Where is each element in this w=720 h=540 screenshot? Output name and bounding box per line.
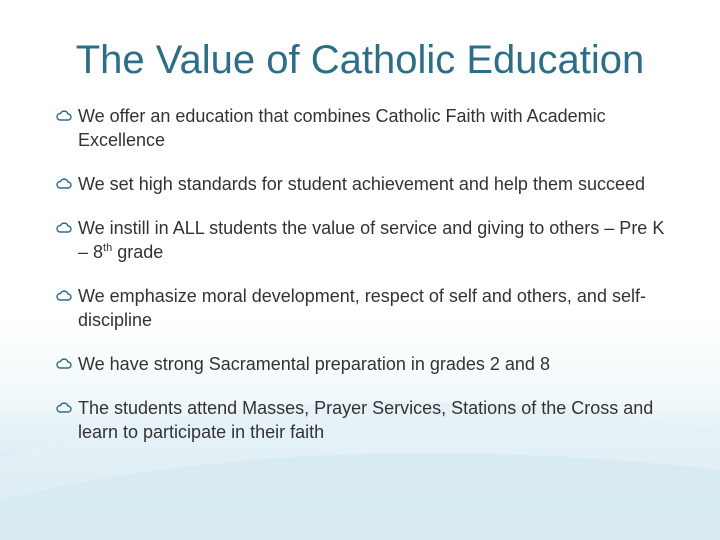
bullet-item xyxy=(56,216,676,264)
bullet-list xyxy=(56,104,676,464)
bullet-text: We emphasize moral development, respect of self and others, and self-discipline xyxy=(78,286,646,330)
bullet-item xyxy=(56,172,676,196)
bullet-item xyxy=(56,104,676,152)
bullet-text-main: We instill in ALL students the value of service and giving to others – Pre K – 8 xyxy=(78,218,665,262)
ordinal-suffix: th xyxy=(103,242,113,254)
cloud-bullet-icon xyxy=(56,402,72,414)
bullet-text-end: grade xyxy=(112,242,164,262)
slide-title: The Value of Catholic Education xyxy=(75,38,645,82)
bullet-text: The students attend Masses, Prayer Services, Stations of the Cross and learn to participate in their faith xyxy=(78,398,654,442)
cloud-bullet-icon xyxy=(56,110,72,122)
bullet-item xyxy=(56,352,676,376)
cloud-bullet-icon xyxy=(56,358,72,370)
bullet-item xyxy=(56,284,676,332)
bullet-text xyxy=(78,218,664,262)
cloud-bullet-icon xyxy=(56,178,72,190)
cloud-bullet-icon xyxy=(56,222,72,234)
bullet-text: We offer an education that combines Catholic Faith with Academic Excellence xyxy=(78,106,606,150)
bullet-text: We set high standards for student achievement and help them succeed xyxy=(78,174,646,194)
cloud-bullet-icon xyxy=(56,290,72,302)
bullet-item xyxy=(56,396,676,444)
bullet-text: We have strong Sacramental preparation in grades 2 and 8 xyxy=(78,354,550,374)
